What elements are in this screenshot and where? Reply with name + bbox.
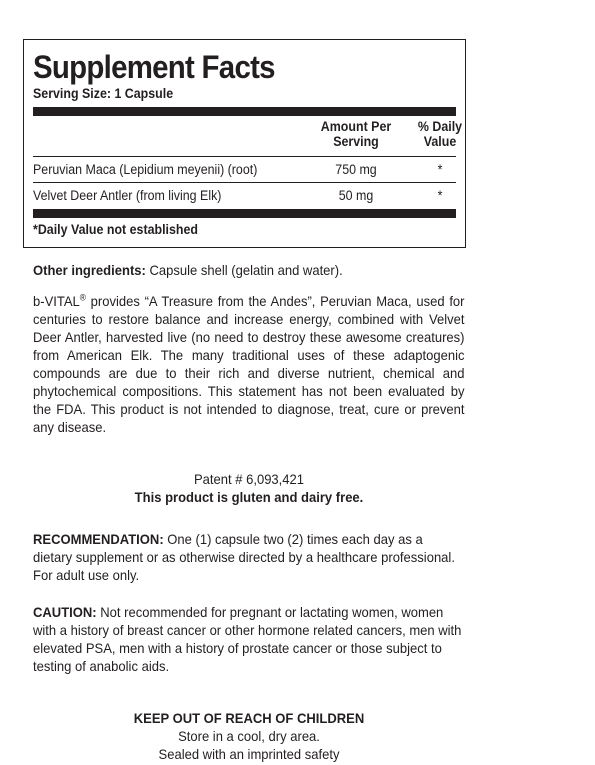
description-text: provides “A Treasure from the Andes”, Peruvian Maca, used for centuries to restore balance and increase energy, combined with Velvet Deer Antler, harvested live (no need to destroy these awesome creatures) from American Elk. The many traditional uses of these adaptogenic compounds are due to their rich and diverse nutrient, chemical and phytochemical compositions. This statement has not been evaluated by the FDA. This product is not intended to diagnose, treat, cure or prevent any disease.	[33, 293, 465, 435]
serving-size: Serving Size: 1 Capsule	[33, 86, 174, 101]
recommendation-text: One (1) capsule two (2) times each day as a dietary supplement or as otherwise directed by a healthcare professional. For adult use only.	[33, 531, 455, 583]
amount-per-serving-header	[310, 119, 402, 149]
other-ingredients	[33, 261, 465, 279]
ingredient-dv: *	[437, 188, 443, 203]
caution-paragraph	[33, 603, 465, 675]
sealed-notice: Sealed with an imprinted safety	[158, 746, 340, 762]
daily-value-header	[408, 119, 472, 149]
store-cool-dry: Store in a cool, dry area.	[178, 728, 320, 744]
other-ingredients-label: Other ingredients:	[33, 262, 146, 278]
recommendation-label: RECOMMENDATION:	[33, 531, 164, 547]
table-row	[33, 183, 456, 208]
dv-header-line1: % Daily	[417, 119, 463, 134]
ingredient-name: Peruvian Maca (Lepidium meyenii) (root)	[33, 162, 258, 177]
patent-block	[33, 470, 465, 506]
thick-divider-bottom	[33, 209, 456, 218]
registered-mark: ®	[79, 292, 86, 303]
other-ingredients-text: Capsule shell (gelatin and water).	[145, 262, 343, 278]
ingredient-amount: 750 mg	[335, 162, 377, 177]
amount-header-line1: Amount Per	[320, 119, 392, 134]
ingredient-name: Velvet Deer Antler (from living Elk)	[33, 188, 222, 203]
column-headers	[33, 116, 463, 157]
description-paragraph	[33, 292, 465, 436]
facts-title: Supplement Facts	[33, 49, 275, 85]
caution	[33, 603, 465, 675]
amount-header-line2: Serving	[333, 134, 379, 149]
ingredient-amount: 50 mg	[338, 188, 374, 203]
storage-block	[33, 709, 465, 763]
daily-value-footnote: *Daily Value not established	[33, 222, 198, 237]
thick-divider-top	[33, 107, 456, 116]
recommendation-paragraph	[33, 530, 465, 584]
table-row	[33, 157, 456, 183]
caution-label: CAUTION:	[33, 604, 97, 620]
other-ingredients-paragraph	[33, 261, 465, 279]
supplement-facts-panel	[23, 39, 466, 248]
dv-header-line2: Value	[423, 134, 457, 149]
recommendation	[33, 530, 465, 584]
brand-name: b-VITAL	[33, 293, 80, 309]
gluten-dairy-free: This product is gluten and dairy free.	[134, 489, 364, 505]
caution-text: Not recommended for pregnant or lactating women, women with a history of breast cancer or other hormone related cancers, men with elevated PSA, men with a history of prostate cancer or those subject to testing of anabolic aids.	[33, 604, 462, 674]
product-description	[33, 292, 465, 436]
patent-number: Patent # 6,093,421	[193, 471, 305, 487]
ingredient-dv: *	[437, 162, 443, 177]
keep-out-of-reach: KEEP OUT OF REACH OF CHILDREN	[133, 710, 365, 726]
